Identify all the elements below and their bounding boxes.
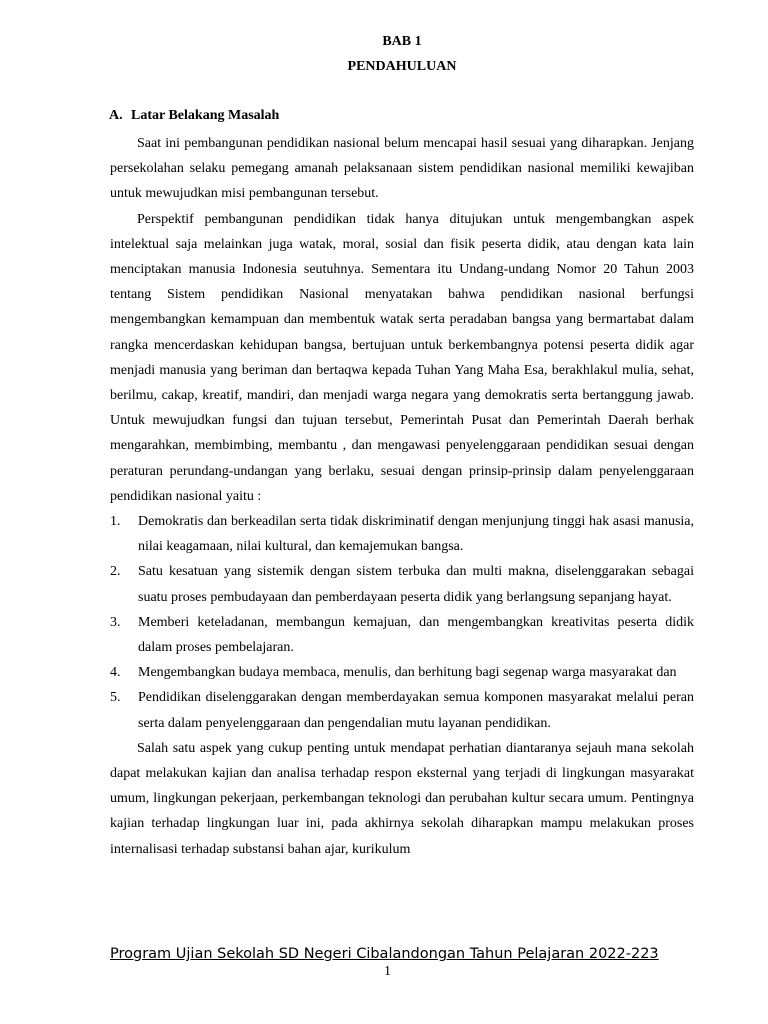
list-item [110, 685, 694, 735]
principles-list [110, 509, 694, 736]
list-item-text: Demokratis dan berkeadilan serta tidak diskriminatif dengan menjunjung tinggi hak asasi manusia, nilai keagamaan, nilai kultural, dan kemajemukan bangsa. [138, 514, 694, 555]
footer-text: Program Ujian Sekolah SD Negeri Cibalandongan Tahun Pelajaran 2022-223 [110, 946, 659, 962]
list-item [110, 509, 694, 559]
list-item [110, 559, 694, 609]
paragraph: Perspektif pembangunan pendidikan tidak hanya ditujukan untuk mengembangkan aspek intelektual saja melainkan juga watak, moral, sosial dan fisik peserta didik, atau dengan kata lain menciptakan manusia Indonesia seutuhnya. Sementara itu Undang-undang Nomor 20 Tahun 2003 tentang Sistem pendidikan Nasional menyatakan bahwa pendidikan nasional berfungsi mengembangkan kemampuan dan membentuk watak serta peradaban bangsa yang bermartabat dalam rangka mencerdaskan kehidupan bangsa, bertujuan untuk berkembangnya potensi peserta didik agar menjadi manusia yang beriman dan bertaqwa kepada Tuhan Yang Maha Esa, berakhlakul mulia, sehat, berilmu, cakap, kreatif, mandiri, dan menjadi warga negara yang demokratis serta bertanggung jawab. Untuk mewujudkan fungsi dan tujuan tersebut, Pemerintah Pusat dan Pemerintah Daerah berhak mengarahkan, membimbing, membantu , dan mengawasi penyelenggaraan pendidikan sesuai dengan peraturan perundang-undangan yang berlaku, sesuai dengan prinsip-prinsip dalam penyelenggaraan pendidikan nasional yaitu : [110, 211, 694, 504]
section-heading [109, 108, 279, 124]
page-number: 1 [384, 964, 391, 979]
list-item-text: Pendidikan diselenggarakan dengan memberdayakan semua komponen masyarakat melalui peran serta dalam penyelenggaraan dan pengendalian mutu layanan pendidikan. [138, 690, 694, 731]
section-title: Latar Belakang Masalah [131, 108, 280, 123]
list-item [110, 610, 694, 660]
section-number: A. [109, 108, 123, 123]
page-footer [110, 946, 680, 979]
list-item-number: 3. [110, 614, 121, 630]
paragraph: Saat ini pembangunan pendidikan nasional belum mencapai hasil sesuai yang diharapkan. Jenjang persekolahan selaku pemegang amanah pelaksanaan sistem pendidikan nasional memiliki kewajiban untuk mewujudkan misi pembangunan tersebut. [110, 136, 694, 202]
list-item-number: 2. [110, 564, 121, 580]
list-item-text: Memberi keteladanan, membangun kemajuan, dan mengembangkan kreativitas peserta didik dalam proses pembelajaran. [138, 614, 694, 656]
list-item-text: Mengembangkan budaya membaca, menulis, dan berhitung bagi segenap warga masyarakat dan [138, 665, 677, 681]
chapter-number: BAB 1 [382, 34, 422, 49]
document-body [110, 131, 694, 862]
list-item [110, 660, 694, 685]
list-item-number: 5. [110, 690, 121, 706]
list-item-number: 4. [110, 665, 121, 681]
paragraph: Salah satu aspek yang cukup penting untuk mendapat perhatian diantaranya sejauh mana sekolah dapat melakukan kajian dan analisa terhadap respon eksternal yang terjadi di lingkungan masyarakat umum, lingkungan pekerjaan, perkembangan teknologi dan perubahan kultur secara umum. Pentingnya kajian terhadap lingkungan luar ini, pada akhirnya sekolah diharapkan mampu melakukan proses internalisasi terhadap substansi bahan ajar, kurikulum [110, 740, 694, 857]
chapter-title: PENDAHULUAN [347, 59, 457, 74]
list-item-number: 1. [110, 514, 121, 530]
list-item-text: Satu kesatuan yang sistemik dengan sistem terbuka dan multi makna, diselenggarakan sebagai suatu proses pembudayaan dan pemberdayaan peserta didik yang berlangsung sepanjang hayat. [138, 564, 694, 605]
